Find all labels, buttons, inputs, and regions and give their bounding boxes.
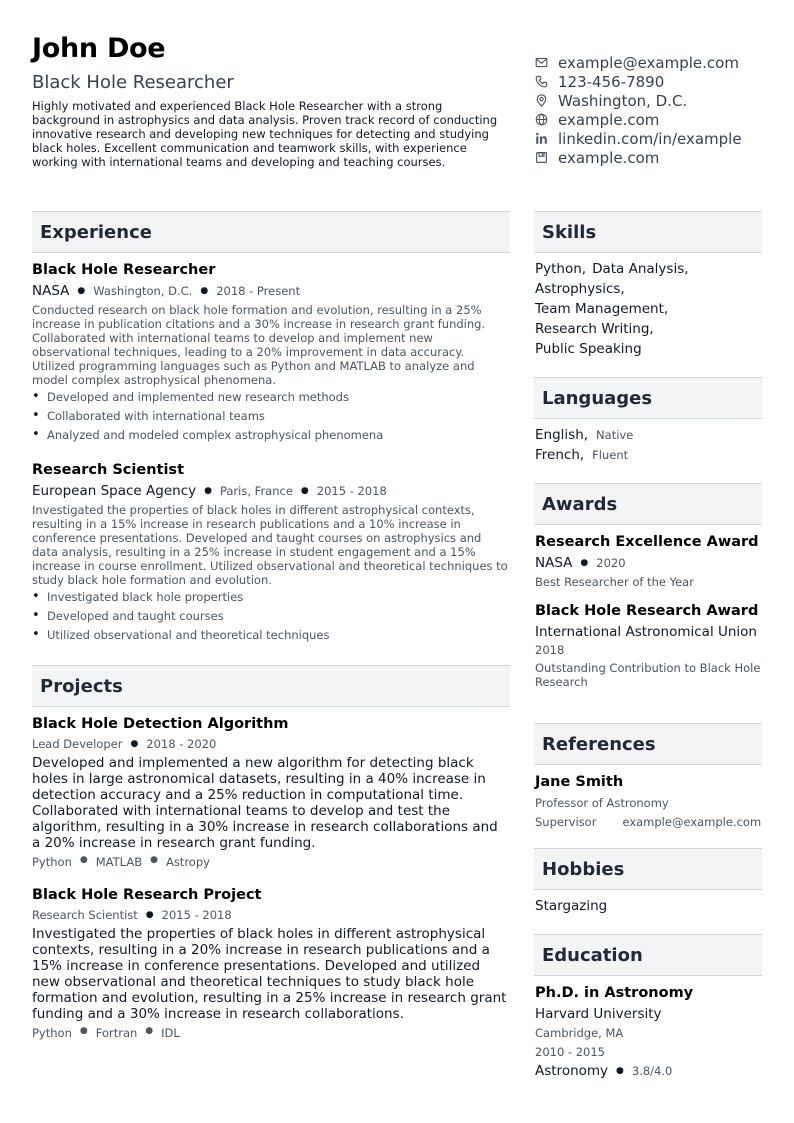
separator-dot: ●: [145, 910, 154, 920]
education-field: Astronomy: [535, 1063, 609, 1079]
skills-heading: Skills: [534, 211, 762, 253]
project-dates: 2018 - 2020: [146, 737, 217, 751]
job-dates: 2015 - 2018: [316, 484, 387, 498]
contact-phone[interactable]: [534, 72, 774, 91]
project-tag: IDL: [161, 1026, 180, 1040]
reference-position: Professor of Astronomy: [535, 796, 669, 810]
job-title: Research Scientist: [32, 462, 184, 478]
language-item: [535, 445, 763, 465]
projects-heading: Projects: [32, 665, 510, 707]
project-title: Black Hole Research Project: [32, 887, 262, 903]
contact-website[interactable]: [534, 110, 774, 129]
reference-item: [535, 774, 763, 829]
job-bullet: • Analyzed and modeled complex astrophysical phenomena: [32, 425, 510, 444]
skill-row: [535, 299, 763, 319]
education-item: [535, 985, 763, 1079]
phone-text: 123-456-7890: [558, 72, 665, 91]
project-title: Black Hole Detection Algorithm: [32, 716, 289, 732]
project-meta: [32, 737, 510, 751]
contact-email[interactable]: [534, 53, 774, 72]
language-item: [535, 425, 763, 445]
separator-dot: ●: [130, 739, 139, 749]
project-tag: Astropy: [165, 855, 210, 869]
portfolio-icon: [535, 151, 548, 164]
project-description: Investigated the properties of black holes in different astrophysical contexts, resulting in a 20% increase in research publications and a 15% increase in conference presentations. Developed and utilized new observational and theoretical techniques to study black hole formation and evolution, resulting in a 25% increase in research grant funding and a 30% increase in research collaborations.: [32, 926, 507, 1022]
separator-dot: ●: [145, 1026, 154, 1036]
award-org: International Astronomical Union: [535, 624, 757, 640]
job-org: European Space Agency: [32, 483, 197, 499]
award-item: [535, 534, 763, 589]
candidate-name: John Doe: [32, 33, 166, 64]
award-description: Best Researcher of the Year: [535, 575, 694, 589]
project-tag: MATLAB: [95, 855, 143, 869]
language-level: Fluent: [592, 448, 629, 462]
award-item: [535, 603, 763, 689]
project-tag: Python: [32, 855, 72, 869]
award-meta: [535, 555, 763, 571]
experience-item: [32, 462, 510, 644]
references-heading: References: [534, 723, 762, 765]
contact-portfolio[interactable]: [534, 148, 774, 167]
separator-dot: ●: [616, 1066, 624, 1076]
summary: Highly motivated and experienced Black Hole Researcher with a strong background in astrophysics and data analysis. Proven track record of conducting innovative research and developing new techniques for detecting and studying black holes. Excellent communication and teamwork skills, with experience working with international teams and developing and teaching courses.: [32, 99, 498, 169]
reference-contact: [535, 815, 763, 829]
education-heading: Education: [534, 934, 762, 976]
education-school: Harvard University: [535, 1006, 662, 1022]
languages-heading: Languages: [534, 377, 762, 419]
award-title: Black Hole Research Award: [535, 603, 759, 619]
job-description: Conducted research on black hole formation and evolution, resulting in a 25% increase in publication citations and a 30% increase in research grant funding. Collaborated with international teams to develop and implement new observational techniques, leading to a 20% improvement in data accuracy. Utilized programming languages such as Python and MATLAB to analyze and model complex astrophysical phenomena.: [32, 303, 486, 387]
hobby-item: Stargazing: [535, 898, 608, 914]
mail-icon: [535, 56, 548, 69]
reference-email[interactable]: example@example.com: [622, 815, 762, 829]
job-bullet: • Utilized observational and theoretical techniques: [32, 625, 510, 644]
job-meta: [32, 283, 510, 299]
project-item: [32, 716, 510, 869]
separator-dot: ●: [300, 486, 309, 496]
separator-dot: ●: [79, 1026, 88, 1036]
education-gpa: 3.8/4.0: [631, 1064, 673, 1078]
job-bullets: [32, 587, 510, 644]
contact-location: [534, 91, 774, 110]
separator-dot: ●: [580, 558, 589, 568]
education-location: Cambridge, MA: [535, 1026, 624, 1040]
job-location: Washington, D.C.: [93, 284, 193, 298]
separator-dot: ●: [150, 855, 158, 865]
job-location: Paris, France: [219, 484, 293, 498]
language-name: French,: [535, 447, 585, 463]
skill-row: [535, 319, 763, 339]
skill-row: [535, 339, 763, 359]
project-description: Developed and implemented a new algorithm for detecting black holes in large astronomical datasets, resulting in a 40% increase in detection accuracy and a 25% reduction in computational time. Collaborated with international teams to develop and test the algorithm, resulting in a 30% increase in research collaborations and a 20% increase in research grant funding.: [32, 755, 498, 851]
contact-linkedin[interactable]: [534, 129, 774, 148]
award-description: Outstanding Contribution to Black Hole Research: [535, 661, 761, 689]
award-org: NASA: [535, 555, 573, 571]
hobbies-heading: Hobbies: [534, 848, 762, 890]
skill-item: Research Writing,: [535, 321, 654, 337]
award-year: 2018: [535, 643, 565, 657]
project-role: Research Scientist: [32, 908, 138, 922]
email-text: example@example.com: [558, 53, 739, 72]
skill-item: Public Speaking: [535, 341, 642, 357]
job-bullets: [32, 387, 510, 444]
job-bullet: • Collaborated with international teams: [32, 406, 510, 425]
job-meta: [32, 483, 510, 499]
job-description: Investigated the properties of black holes in different astrophysical contexts, resulting in a 15% increase in research publications and a 10% increase in conference presentations. Developed and taught courses on astrophysics and data analysis, resulting in a 25% increase in student engagement and a 15% increase in course enrollment. Utilized observational and theoretical techniques to study black hole formation and evolution.: [32, 503, 508, 587]
language-name: English,: [535, 427, 589, 443]
skill-row: [535, 259, 763, 279]
job-bullet: • Developed and implemented new research methods: [32, 387, 510, 406]
phone-icon: [535, 75, 548, 88]
separator-dot: ●: [77, 286, 86, 296]
education-meta: [535, 1063, 763, 1079]
separator-dot: ●: [204, 486, 212, 496]
website-text: example.com: [558, 110, 660, 129]
reference-relation: Supervisor: [535, 815, 597, 829]
languages-list: [535, 425, 763, 465]
project-role: Lead Developer: [32, 737, 123, 751]
skills-list: [535, 259, 763, 359]
project-meta: [32, 908, 510, 922]
award-title: Research Excellence Award: [535, 534, 759, 550]
project-dates: 2015 - 2018: [161, 908, 232, 922]
separator-dot: ●: [79, 855, 88, 865]
contact-block: [534, 53, 774, 167]
skill-item: Astrophysics,: [535, 281, 625, 297]
linkedin-icon: [535, 132, 548, 145]
project-tag: Python: [32, 1026, 72, 1040]
linkedin-text: linkedin.com/in/example: [558, 129, 742, 148]
experience-heading: Experience: [32, 211, 510, 253]
education-dates: 2010 - 2015: [535, 1045, 605, 1059]
project-tags: [32, 1026, 510, 1040]
skill-row: [535, 279, 763, 299]
education-degree: Ph.D. in Astronomy: [535, 985, 694, 1001]
map-pin-icon: [535, 94, 548, 107]
portfolio-text: example.com: [558, 148, 660, 167]
job-dates: 2018 - Present: [216, 284, 301, 298]
award-year: 2020: [596, 556, 626, 570]
skill-item: Team Management,: [535, 301, 669, 317]
globe-icon: [535, 113, 548, 126]
experience-item: [32, 262, 510, 444]
skill-item: Data Analysis,: [592, 261, 689, 277]
awards-heading: Awards: [534, 483, 762, 525]
job-org: NASA: [32, 283, 70, 299]
project-item: [32, 887, 510, 1040]
job-bullet: • Investigated black hole properties: [32, 587, 510, 606]
location-text: Washington, D.C.: [558, 91, 688, 110]
project-tags: [32, 855, 510, 869]
job-title: Black Hole Researcher: [32, 262, 216, 278]
job-bullet: • Developed and taught courses: [32, 606, 510, 625]
candidate-title: Black Hole Researcher: [32, 72, 234, 93]
separator-dot: ●: [200, 286, 209, 296]
project-tag: Fortran: [95, 1026, 138, 1040]
reference-name: Jane Smith: [535, 774, 624, 790]
language-level: Native: [596, 428, 634, 442]
skill-item: Python,: [535, 261, 587, 277]
